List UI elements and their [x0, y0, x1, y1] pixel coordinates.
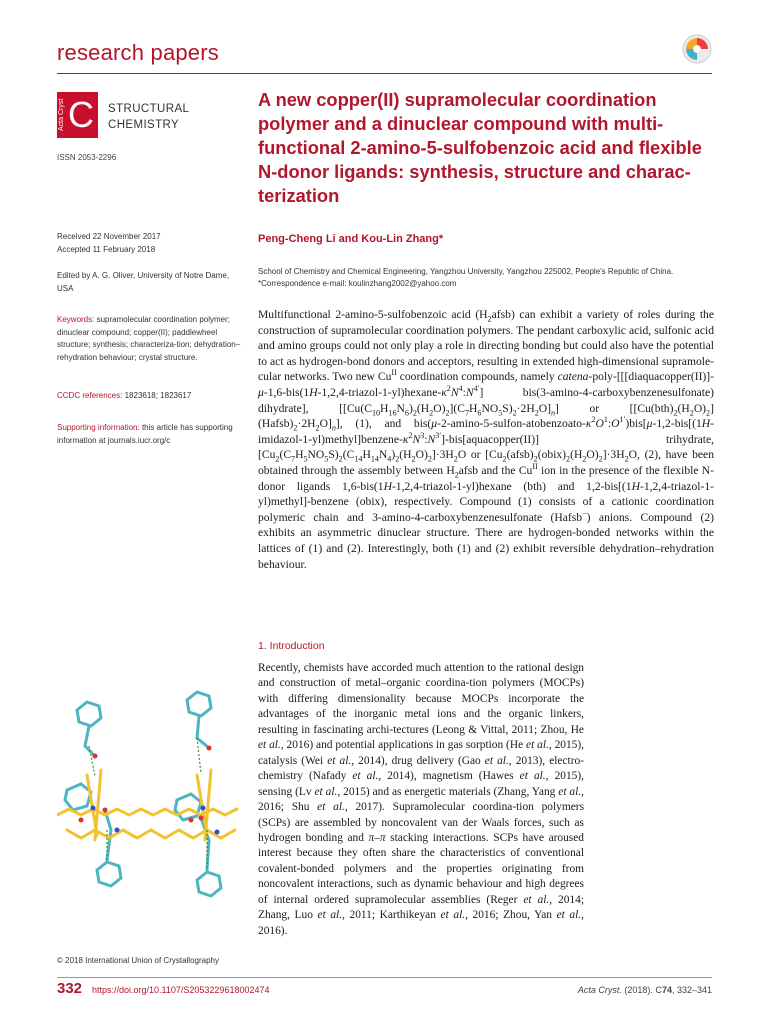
- crossmark-icon[interactable]: [682, 34, 712, 64]
- introduction-paragraph: Recently, chemists have accorded much attention to the rational design and construction of metal–organic coordina-tion polymers (MOCPs) with differing dimensionality because MOCPs incorporate the advantages of the inorganic metal ions and the organic linkers, resulting in fascinating archi-tectures (Leong & Vittal, 2011; Zhou, He et al., 2016) and potential applications in gas sorption (He et al., 2015), catalysis (Wei et al., 2014), drug delivery (Gao et al., 2013), electro-chemistry (Nafady et al., 2014), magnetism (Hawes et al., 2015), sensing (Lv et al., 2015) and as energetic materials (Zhang, Yang et al., 2016; Shu et al., 2017). Supramolecular coordina-tion polymers (SCPs) are assembled by noncovalent van der Waals forces, such as hydrogen bonding and π–π stacking interactions. SCPs have aroused interest because they often share the characteristics of conventional covalent-bonded polymers and the properties originating from noncovalent interactions, such as dynamic behaviour and high degrees of internal ordered supramolecular assemblies (Reger et al., 2014; Zhang, Luo et al., 2011; Karthikeyan et al., 2016; Zhou, Yan et al., 2016).: [258, 662, 585, 937]
- section-heading-introduction: 1. Introduction: [258, 640, 325, 652]
- graphical-abstract-structure: [57, 680, 243, 950]
- doi-link[interactable]: https://doi.org/10.1107/S2053229618002474: [92, 985, 270, 995]
- supporting-information: [57, 422, 243, 447]
- article-title: A new copper(II) supramolecular coordination polymer and a dinuclear compound with multi-functional 2-amino-5-sulfobenzoic acid and flexible N-donor ligands: synthesis, structure and charac-terization: [258, 89, 702, 206]
- keywords-label: Keywords:: [57, 315, 95, 324]
- section-title: research papers: [57, 40, 219, 65]
- yellow-chains: [57, 770, 237, 840]
- footer-rule: [57, 977, 712, 978]
- keywords-text: supramolecular coordination polymer; dinuclear compound; copper(II); paddlewheel structure; synthesis; characteriza-tion; dehydration–rehydration behaviour; crystal structure.: [57, 315, 241, 362]
- accepted-date: Accepted 11 February 2018: [57, 244, 156, 254]
- affiliation: [258, 266, 718, 289]
- correspondence-email[interactable]: *Correspondence e-mail: koulinzhang2002@yahoo.com: [258, 278, 457, 288]
- ccdc-label: CCDC references:: [57, 391, 123, 400]
- teal-framework: [65, 692, 221, 896]
- introduction-text: [258, 661, 584, 939]
- authors: Peng-Cheng Li and Kou-Lin Zhang*: [258, 233, 444, 245]
- header-rule: [57, 73, 712, 74]
- copyright: © 2018 International Union of Crystallography: [57, 956, 219, 965]
- supp-label[interactable]: Supporting information:: [57, 423, 140, 432]
- journal-logo-letter: C: [68, 94, 94, 135]
- abstract: [258, 307, 714, 572]
- received-date: Received 22 November 2017: [57, 232, 161, 241]
- ccdc-text[interactable]: 1823618; 1823617: [124, 391, 192, 400]
- article-dates: [57, 231, 237, 256]
- affiliation-text: School of Chemistry and Chemical Engineering, Yangzhou University, Yangzhou 225002, People's Republic of China.: [258, 267, 674, 276]
- edited-by: Edited by A. G. Oliver, University of Notre Dame, USA: [57, 271, 230, 293]
- page-number: 332: [57, 980, 83, 997]
- journal-name-line2: CHEMISTRY: [108, 119, 180, 131]
- supp-text: this article has supporting information at journals.iucr.org/c: [57, 423, 233, 445]
- abstract-paragraph: Multifunctional 2-amino-5-sulfobenzoic acid $(H_2afsb)$ can exhibit a variety of roles during the construction of supramolecular coordination polymers. The pendant carboxylic acid, sulfonic acid and amino groups could not only play a role in directing bonding but could also have the potential to act as hydrogen-bond donors and acceptors, resulting in extended high-dimensional supramole-cular networks. Two new $Cu^{II}$ coordination compounds, namely catena-$poly-[[[diaquacopper(II)]-\mu-1,6-bis(1H-1,2,4-triazol-1-yl)hexane-\kappa^2N^4:N^{4'}]$ bis(3-amino-4-carboxybenzenesulfonate) dihydrate], $[[Cu(C_{10}H_{16}N_6)_2(H_2O)_2](C_7H_6NO_5S)_2\cdot 2H_2O]_n$] or $[[Cu(bth)_2(H_2O)_2](Hafsb)_2\cdot 2H_2O]_n$], (1), and $bis(\mu-2-amino-5-sulfon-atobenzoato-\kappa^2O^1:O^{1'})bis[\mu-1,2-bis[(1H-imidazol-1-yl)methyl]benzene-\kappa^2N^3:N^{3'}]-bis[aquacopper(II)]$ trihydrate, $[Cu_2(C_7H_5NO_5S)_2(C_{14}H_{14}N_4)_2(H_2O)_2]\cdot 3H_2O$ or $[Cu_2(afsb)_2(obix)_2(H_2O)_2]\cdot 3H_2O$, (2), have been obtained through the assembly between $H_2afsb$ and the $Cu^{II}$ ion in the presence of the flexible N-donor ligands 1,6-bis(1H-1,2,4-triazol-1-yl)hexane (bth) and 1,2-bis[(1H-1,2,4-triazol-1-yl)methyl]-benzene (obix), respectively. Compound (1) consists of a cationic coordination polymeric chain and 3-amino-4-carboxybenzenesulfonate (Hafsb−) anions. Compound (2) exhibits an asymmetric dinuclear structure. There are hydrogen-bonded networks within the lattices of (1) and (2). Interestingly, both (1) and (2) exhibit reversible dehydration–rehydration behaviour.: [258, 308, 715, 571]
- hydrogen-bonds: [89, 738, 207, 870]
- ccdc-references: [57, 390, 243, 403]
- journal-logo-side-text: Acta Cryst: [58, 98, 65, 132]
- issn: ISSN 2053-2296: [57, 153, 117, 162]
- journal-name: [108, 101, 189, 133]
- keywords: [57, 314, 243, 364]
- journal-citation: Acta Cryst. (2018). C74, 332–341: [577, 985, 712, 995]
- journal-name-line1: STRUCTURAL: [108, 103, 190, 115]
